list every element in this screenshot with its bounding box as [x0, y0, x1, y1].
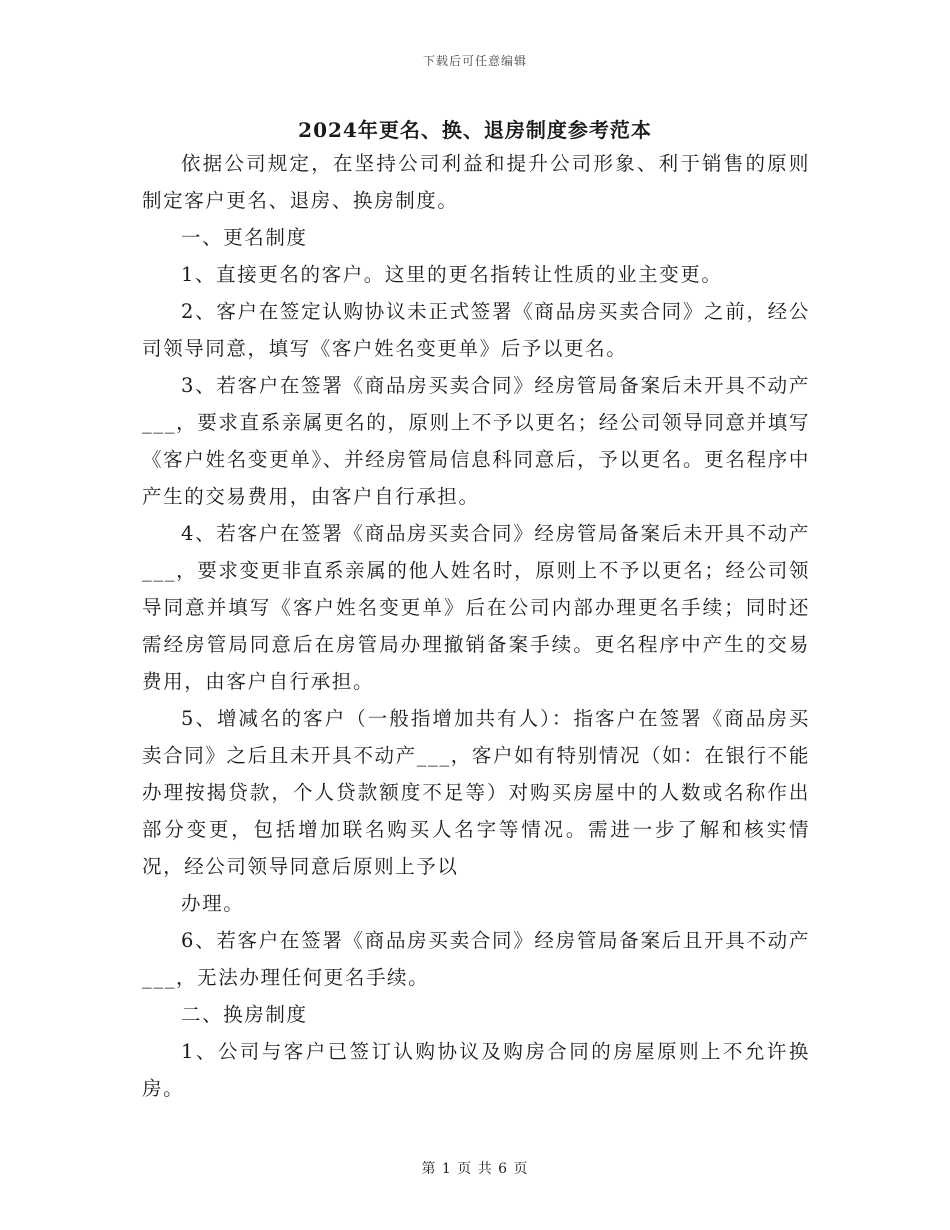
page-footer: 第 1 页 共 6 页: [421, 1161, 529, 1177]
section-heading-rename: 一、更名制度: [181, 226, 308, 249]
paragraph-rename-5-continued: 办理。: [181, 892, 245, 915]
paragraph-exchange-1: 1、公司与客户已签订认购协议及购房合同的房屋原则上不允许换房。: [142, 1040, 810, 1100]
page-header: 下载后可任意编辑: [422, 54, 527, 68]
paragraph-rename-5: 5、增减名的客户（一般指增加共有人）：指客户在签署《商品房买卖合同》之后且未开具不动产___，客户如有特别情况（如：在银行不能办理按揭贷款，个人贷款额度不足等）对购买房屋中的人数或名称作出部分变更，包括增加联名购买人名字等情况。需进一步了解和核实情况，经公司领导同意后原则上予以: [142, 707, 810, 878]
paragraph-rename-2: 2、客户在签定认购协议未正式签署《商品房买卖合同》之前，经公司领导同意，填写《客户姓名变更单》后予以更名。: [142, 300, 810, 360]
paragraph-rename-4: 4、若客户在签署《商品房买卖合同》经房管局备案后未开具不动产___，要求变更非直系亲属的他人姓名时，原则上不予以更名；经公司领导同意并填写《客户姓名变更单》后在公司内部办理更名手续；同时还需经房管局同意后在房管局办理撤销备案手续。更名程序中产生的交易费用，由客户自行承担。: [142, 522, 810, 693]
paragraph-rename-3: 3、若客户在签署《商品房买卖合同》经房管局备案后未开具不动产___，要求直系亲属更名的，原则上不予以更名；经公司领导同意并填写《客户姓名变更单》、并经房管局信息科同意后，予以更名。更名程序中产生的交易费用，由客户自行承担。: [142, 374, 810, 508]
paragraph-rename-1: 1、直接更名的客户。这里的更名指转让性质的业主变更。: [181, 263, 723, 286]
document-title: 2024年更名、换、退房制度参考范本: [298, 118, 652, 142]
paragraph-rename-6: 6、若客户在签署《商品房买卖合同》经房管局备案后且开具不动产___，无法办理任何更名手续。: [142, 929, 810, 989]
document-body: [142, 145, 810, 1107]
paragraph-intro: 依据公司规定，在坚持公司利益和提升公司形象、利于销售的原则制定客户更名、退房、换房制度。: [142, 152, 810, 212]
section-heading-exchange: 二、换房制度: [181, 1003, 308, 1026]
